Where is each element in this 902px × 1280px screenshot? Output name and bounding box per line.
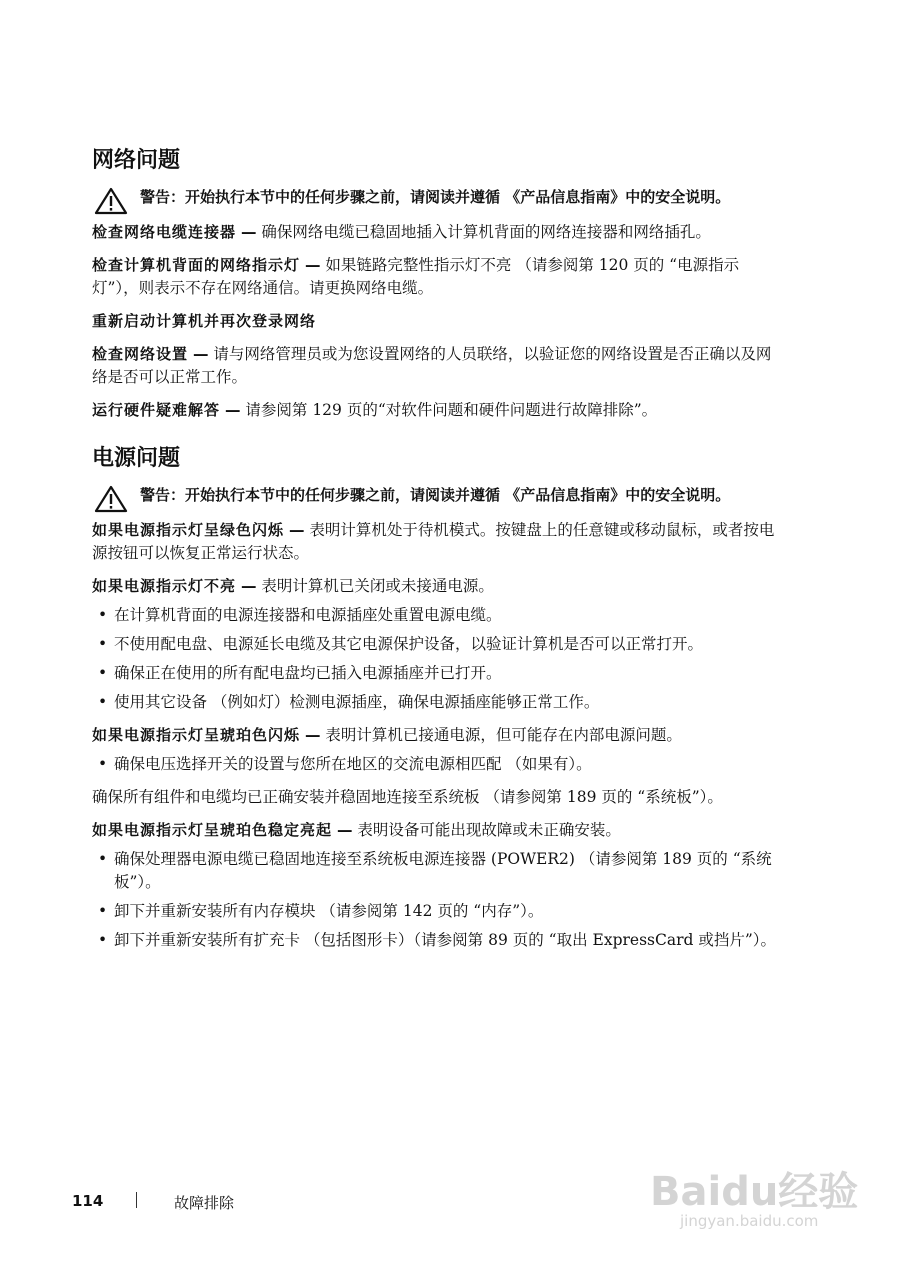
list-item: • 确保正在使用的所有配电盘均已插入电源插座并已打开。 bbox=[92, 662, 782, 685]
warning-text: 警告：开始执行本节中的任何步骤之前，请阅读并遵循 《产品信息指南》中的安全说明。 bbox=[140, 486, 731, 504]
list-item: • 确保电压选择开关的设置与您所在地区的交流电源相匹配 （如果有）。 bbox=[92, 753, 782, 776]
baidu-watermark bbox=[640, 1150, 880, 1240]
power-off-bullets bbox=[92, 604, 782, 714]
item-term: 检查计算机背面的网络指示灯 bbox=[92, 256, 301, 274]
list-item: • 卸下并重新安装所有扩充卡 （包括图形卡）（请参阅第 89 页的 “取出 ExpressCard 或挡片”）。 bbox=[92, 929, 782, 952]
list-item: • 确保处理器电源电缆已稳固地连接至系统板电源连接器 (POWER2) （请参阅第 189 页的 “系统板”）。 bbox=[92, 848, 782, 894]
item-term: 如果电源指示灯呈琥珀色闪烁 bbox=[92, 726, 301, 744]
page-number: 114 bbox=[72, 1192, 104, 1210]
item-dash: — bbox=[192, 345, 209, 363]
power-amber-solid-bullets bbox=[92, 848, 782, 952]
item-text: 确保网络电缆已稳固地插入计算机背面的网络连接器和网络插孔。 bbox=[261, 223, 711, 241]
item-text: 表明计算机处于待机模式。按键盘上的任意键或移动鼠标，或者按电源按钮可以恢复正常运行状态。 bbox=[92, 521, 775, 562]
watermark-logo: Baidu经验 bbox=[650, 1169, 859, 1215]
power-item-amber-blink bbox=[92, 724, 782, 747]
item-text: 表明计算机已关闭或未接通电源。 bbox=[261, 577, 494, 595]
item-dash: — bbox=[336, 821, 353, 839]
list-item: • 使用其它设备 （例如灯）检测电源插座，确保电源插座能够正常工作。 bbox=[92, 691, 782, 714]
power-item-off bbox=[92, 575, 782, 598]
power-amber-blink-note: 确保所有组件和电缆均已正确安装并稳固地连接至系统板 （请参阅第 189 页的 “系统板”）。 bbox=[92, 788, 723, 806]
section-title-power: 电源问题 bbox=[92, 446, 181, 471]
warning-text: 警告：开始执行本节中的任何步骤之前，请阅读并遵循 《产品信息指南》中的安全说明。 bbox=[140, 188, 731, 206]
footer-divider bbox=[136, 1192, 137, 1208]
network-item-settings bbox=[92, 343, 782, 389]
item-term: 如果电源指示灯呈绿色闪烁 bbox=[92, 521, 285, 539]
item-text: 表明计算机已接通电源，但可能存在内部电源问题。 bbox=[325, 726, 682, 744]
power-item-green bbox=[92, 519, 782, 565]
item-term: 检查网络设置 bbox=[92, 345, 189, 363]
item-dash: — bbox=[240, 223, 257, 241]
item-dash: — bbox=[304, 726, 321, 744]
power-amber-blink-bullets bbox=[92, 753, 782, 776]
network-item-light bbox=[92, 254, 782, 300]
item-text: 请与网络管理员或为您设置网络的人员联络，以验证您的网络设置是否正确以及网络是否可以正常工作。 bbox=[92, 345, 772, 386]
network-item-cable bbox=[92, 221, 782, 244]
warning-triangle-icon bbox=[94, 187, 128, 215]
watermark-url: jingyan.baidu.com bbox=[680, 1212, 819, 1230]
list-item: • 在计算机背面的电源连接器和电源插座处重置电源电缆。 bbox=[92, 604, 782, 627]
item-term: 运行硬件疑难解答 bbox=[92, 401, 221, 419]
item-text: 请参阅第 129 页的“对软件问题和硬件问题进行故障排除”。 bbox=[245, 401, 658, 419]
warning-triangle-icon bbox=[94, 485, 128, 513]
list-item: • 卸下并重新安装所有内存模块 （请参阅第 142 页的 “内存”）。 bbox=[92, 900, 782, 923]
power-item-amber-solid bbox=[92, 819, 782, 842]
item-dash: — bbox=[288, 521, 305, 539]
item-dash: — bbox=[304, 256, 321, 274]
item-text: 表明设备可能出现故障或未正确安装。 bbox=[357, 821, 621, 839]
item-dash: — bbox=[224, 401, 241, 419]
page-content bbox=[92, 146, 782, 962]
section-title-network: 网络问题 bbox=[92, 148, 181, 173]
item-term: 如果电源指示灯呈琥珀色稳定亮起 bbox=[92, 821, 333, 839]
item-dash: — bbox=[240, 577, 257, 595]
item-term: 如果电源指示灯不亮 bbox=[92, 577, 237, 595]
warning-network bbox=[92, 186, 782, 209]
warning-power bbox=[92, 484, 782, 507]
item-term: 检查网络电缆连接器 bbox=[92, 223, 237, 241]
item-text: 如果链路完整性指示灯不亮 （请参阅第 120 页的 “电源指示灯”），则表示不存在网络通信。请更换网络电缆。 bbox=[92, 256, 740, 297]
network-item-restart: 重新启动计算机并再次登录网络 bbox=[92, 312, 317, 330]
network-item-troubleshooter bbox=[92, 399, 782, 422]
list-item: • 不使用配电盘、电源延长电缆及其它电源保护设备，以验证计算机是否可以正常打开。 bbox=[92, 633, 782, 656]
chapter-title: 故障排除 bbox=[174, 1194, 235, 1212]
